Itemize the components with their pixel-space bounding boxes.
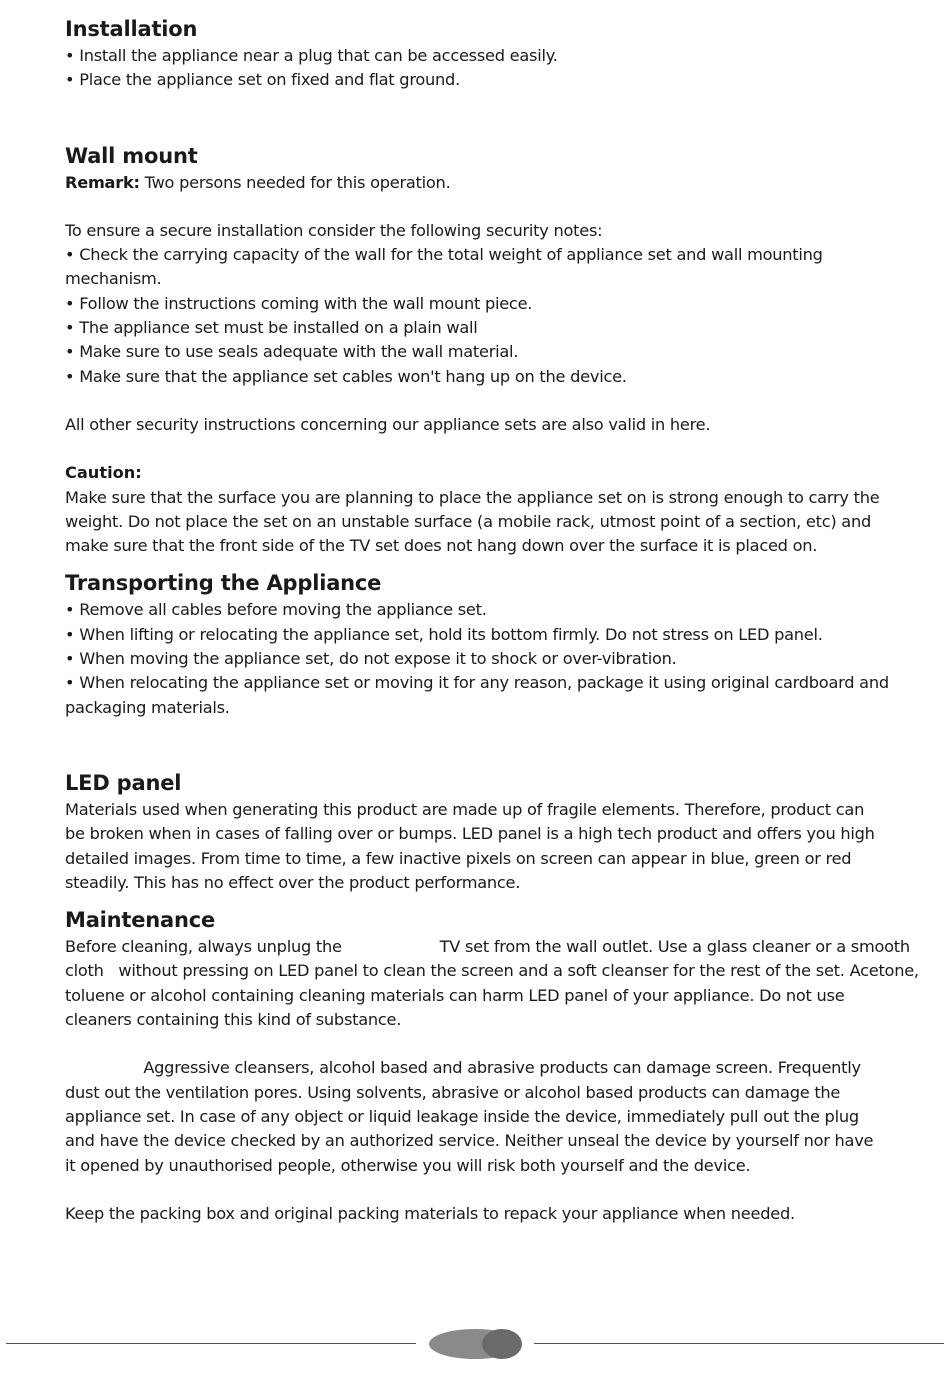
maintenance-packing-note: Keep the packing box and original packing materials to repack your appliance when needed. <box>65 1203 795 1223</box>
transporting-heading: Transporting the Appliance <box>65 571 382 596</box>
wall-mount-line: mechanism. <box>65 269 162 289</box>
wall-mount-line: • The appliance set must be installed on a plain wall <box>65 318 478 338</box>
badge-oval-dark <box>482 1329 522 1359</box>
caution-line: make sure that the front side of the TV set does not hang down over the surface it is placed on. <box>65 536 818 556</box>
led-panel-line: be broken when in cases of falling over or bumps. LED panel is a high tech product and offers you high <box>65 824 875 844</box>
wall-mount-line: • Make sure that the appliance set cables won't hang up on the device. <box>65 366 627 386</box>
page-number-badge <box>428 1328 522 1360</box>
maintenance-line: Before cleaning, always unplug the TV set from the wall outlet. Use a glass cleaner or a smooth <box>65 937 910 957</box>
maintenance-line: it opened by unauthorised people, otherwise you will risk both yourself and the device. <box>65 1155 751 1175</box>
maintenance-line: and have the device checked by an authorized service. Neither unseal the device by yourself nor have <box>65 1131 874 1151</box>
transporting-line: packaging materials. <box>65 697 230 717</box>
document-page <box>65 14 935 1226</box>
caution-label: Caution: <box>65 463 142 483</box>
caution-line: Make sure that the surface you are planning to place the appliance set on is strong enough to carry the <box>65 487 880 507</box>
wall-mount-remark <box>65 171 935 195</box>
remark-label: Remark: <box>65 172 140 192</box>
wall-mount-line: • Make sure to use seals adequate with the wall material. <box>65 342 519 362</box>
maintenance-line: toluene or alcohol containing cleaning materials can harm LED panel of your appliance. Do not use <box>65 985 845 1005</box>
installation-bullet: • Install the appliance near a plug that can be accessed easily. <box>65 46 558 65</box>
transporting-line: • Remove all cables before moving the appliance set. <box>65 600 487 620</box>
maintenance-line: cloth without pressing on LED panel to clean the screen and a soft cleanser for the rest of the set. Acetone, <box>65 961 919 981</box>
maintenance-line: dust out the ventilation pores. Using solvents, abrasive or alcohol based products can damage the <box>65 1082 841 1102</box>
transporting-line: • When lifting or relocating the appliance set, hold its bottom firmly. Do not stress on LED panel. <box>65 624 823 644</box>
led-panel-heading: LED panel <box>65 770 182 795</box>
transporting-line: • When relocating the appliance set or moving it for any reason, package it using original cardboard and <box>65 673 889 693</box>
footer-rule-left <box>6 1343 416 1344</box>
wall-mount-line: • Follow the instructions coming with the wall mount piece. <box>65 293 533 313</box>
led-panel-line: detailed images. From time to time, a few inactive pixels on screen can appear in blue, green or red <box>65 848 852 868</box>
wall-mount-other-note: All other security instructions concerning our appliance sets are also valid in here. <box>65 414 711 434</box>
footer-rule-right <box>534 1343 944 1344</box>
caution-line: weight. Do not place the set on an unstable surface (a mobile rack, utmost point of a section, etc) and <box>65 511 872 531</box>
maintenance-line: appliance set. In case of any object or liquid leakage inside the device, immediately pull out the plug <box>65 1106 859 1126</box>
wall-mount-intro: To ensure a secure installation consider the following security notes: <box>65 220 603 240</box>
transporting-line: • When moving the appliance set, do not expose it to shock or over-vibration. <box>65 649 677 669</box>
remark-text: Two persons needed for this operation. <box>139 172 451 192</box>
installation-bullet: • Place the appliance set on fixed and flat ground. <box>65 70 460 90</box>
installation-heading: Installation <box>65 17 198 41</box>
maintenance-line: Aggressive cleansers, alcohol based and abrasive products can damage screen. Frequently <box>65 1058 861 1078</box>
led-panel-line: steadily. This has no effect over the product performance. <box>65 872 521 892</box>
maintenance-line: cleaners containing this kind of substance. <box>65 1010 402 1030</box>
wall-mount-heading: Wall mount <box>65 143 198 168</box>
maintenance-heading: Maintenance <box>65 908 216 933</box>
wall-mount-line: • Check the carrying capacity of the wall for the total weight of appliance set and wall mounting <box>65 245 823 265</box>
led-panel-line: Materials used when generating this product are made up of fragile elements. Therefore, product can <box>65 799 865 819</box>
